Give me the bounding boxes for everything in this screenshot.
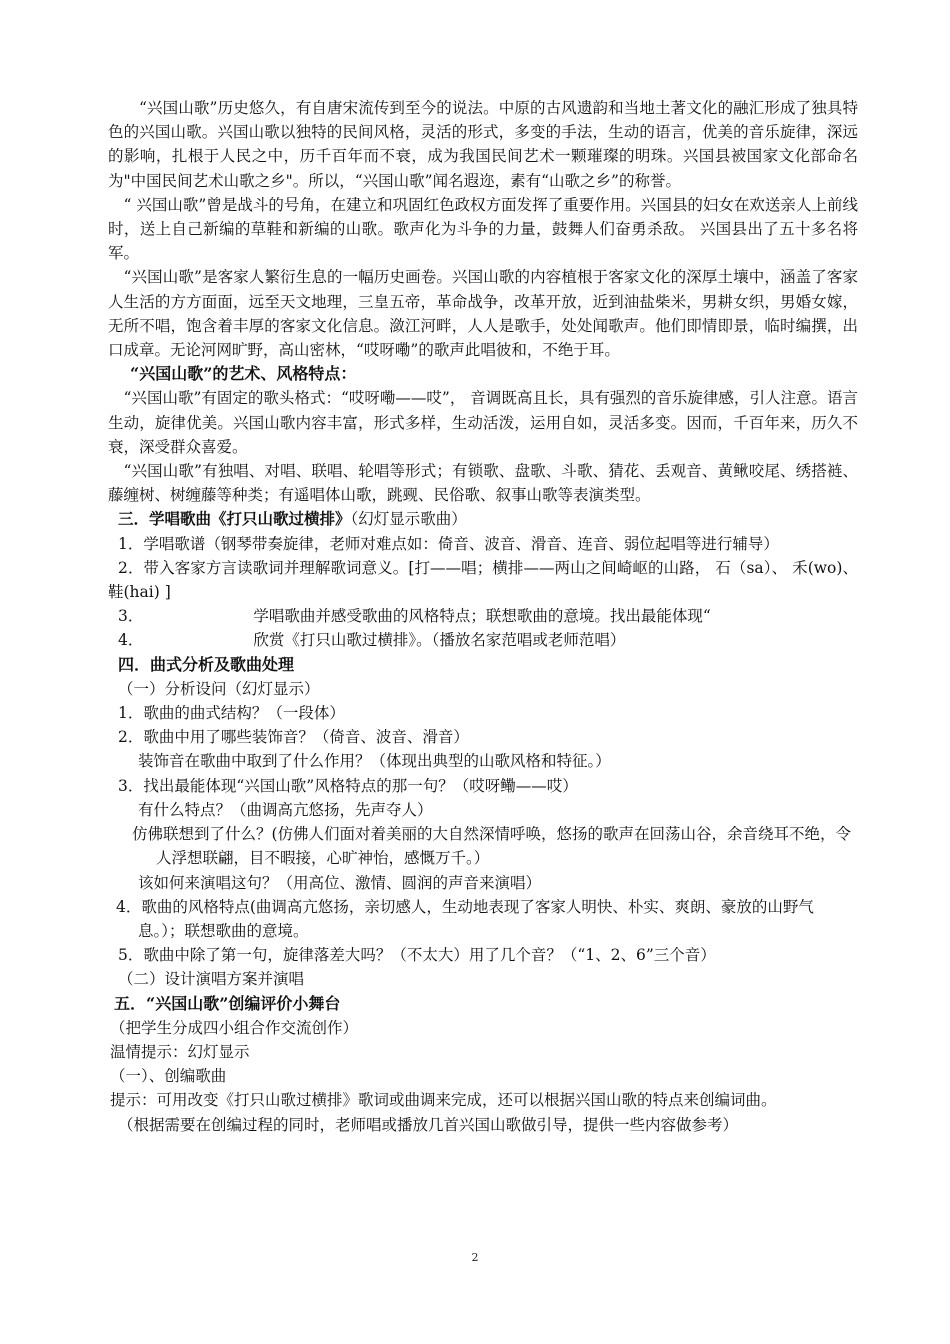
section3-heading bbox=[108, 507, 858, 531]
document-page bbox=[108, 96, 858, 1137]
section3-item-3-text: 学唱歌曲并感受歌曲的风格特点；联想歌曲的意境。找出最能体现“ bbox=[253, 607, 711, 626]
section3-item-4-text: 欣赏《打只山歌过横排》。（播放名家范唱或老师范唱） bbox=[253, 631, 626, 650]
section5-line-1: （把学生分成四小组合作交流创作） bbox=[110, 1018, 359, 1037]
section5-line-2: 温情提示：幻灯显示 bbox=[110, 1042, 250, 1061]
section4-question-2b: 装饰音在歌曲中取到了什么作用？（体现出典型的山歌风格和特征。） bbox=[138, 752, 611, 771]
section3-item-4-number: 4． bbox=[118, 631, 144, 650]
paragraph-forms: “兴国山歌”有独唱、对唱、联唱、轮唱等形式；有锁歌、盘歌、斗歌、猜花、丢观音、黄鳅咬尾、绣搭裢、藤缠树、树缠藤等种类；有遥唱体山歌，跳觋、民俗歌、叙事山歌等表演类型。 bbox=[108, 462, 858, 505]
section3-item-1: 1．学唱歌谱（钢琴带奏旋律，老师对难点如：倚音、波音、滑音、连音、弱位起唱等进行辅导） bbox=[118, 534, 779, 553]
section5-line-3: （一）、创编歌曲 bbox=[110, 1067, 227, 1086]
section3-item-2: 2．带入客家方言读歌词并理解歌词意义。[打——唱；横排——两山之间崎岖的山路， 石（sa）、 禾(wo)、 鞋(hai) ] bbox=[108, 558, 858, 602]
section3-heading-bold: 三．学唱歌曲《打只山歌过横排》 bbox=[118, 509, 351, 529]
paragraph-battle: “ 兴国山歌”曾是战斗的号角，在建立和巩固红色政权方面发挥了重要作用。兴国县的妇女在欢送亲人上前线时，送上自己新编的草鞋和新编的山歌。歌声化为斗争的力量，鼓舞人们奋勇杀敌。 兴国县出了五十多名将军。 bbox=[108, 195, 858, 263]
paragraph-history: “兴国山歌”历史悠久，有自唐宋流传到至今的说法。中原的古风遗韵和当地土著文化的融汇形成了独具特色的兴国山歌。兴国山歌以独特的民间风格，灵活的形式，多变的手法，生动的语言，优美的音乐旋律，深远的影响，扎根于人民之中，历千百年而不衰，成为我国民间艺术一颗璀璨的明珠。兴国县被国家文化部命名为"中国民间艺术山歌之乡"。所以，“兴国山歌”闻名遐迩，素有“山歌之乡”的称誉。 bbox=[108, 99, 858, 190]
section4-question-3: 3．找出最能体现“兴国山歌”风格特点的那一句？（哎呀鳓——哎） bbox=[118, 776, 578, 795]
section4-question-3d: 该如何来演唱这句？（用高位、激情、圆润的声音来演唱） bbox=[138, 873, 542, 892]
section5-line-4: 提示：可用改变《打只山歌过横排》歌词或曲调来完成，还可以根据兴国山歌的特点来创编词曲。 bbox=[110, 1091, 777, 1110]
heading-art-features: “兴国山歌”的艺术、风格特点： bbox=[130, 364, 357, 384]
section3-item-4 bbox=[108, 628, 858, 652]
section4-question-5: 5．歌曲中除了第一句，旋律落差大吗？（不太大）用了几个音？（“1、2、6”三个音） bbox=[118, 946, 716, 965]
section4-sub-1: （一）分析设问（幻灯显示） bbox=[118, 679, 320, 698]
section4-heading: 四．曲式分析及歌曲处理 bbox=[118, 654, 295, 674]
paragraph-hakka: “兴国山歌”是客家人繁衍生息的一幅历史画卷。兴国山歌的内容植根于客家文化的深厚土壤中，涵盖了客家人生活的方方面面，远至天文地理，三皇五帝，革命战争，改革开放，近到油盐柴米，男耕女织，男婚女嫁，无所不唱，饱含着丰厚的客家文化信息。潋江河畔，人人是歌手，处处闻歌声。他们即情即景，临时编撰，出口成章。无论河网旷野，高山密林，“哎呀嘞”的歌声此唱彼和，不绝于耳。 bbox=[108, 268, 858, 360]
paragraph-song-head: “兴国山歌”有固定的歌头格式：“哎呀嘞——哎”， 音调既高且长，具有强烈的音乐旋律感，引人注意。语言生动，旋律优美。兴国山歌内容丰富，形式多样，生动活泼，运用自如，灵活多变。因而，千百年来，历久不衰，深受群众喜爱。 bbox=[108, 389, 858, 456]
section3-item-3-number: 3． bbox=[118, 607, 144, 626]
section3-heading-rest: （幻灯显示歌曲） bbox=[350, 510, 467, 529]
section4-question-4: 4．歌曲的风格特点(曲调高亢悠扬，亲切感人，生动地表现了客家人明快、朴实、爽朗、豪放的山野气息。）；联想歌曲的意境。 bbox=[116, 897, 814, 940]
section4-sub-2: （二）设计演唱方案并演唱 bbox=[118, 970, 305, 989]
section5-heading: 五．“兴国山歌”创编评价小舞台 bbox=[114, 993, 341, 1013]
section4-question-1: 1．歌曲的曲式结构？（一段体） bbox=[118, 704, 345, 723]
section4-question-3b: 有什么特点？（曲调高亢悠扬，先声夺人） bbox=[138, 800, 433, 819]
section4-question-2: 2．歌曲中用了哪些装饰音？（倚音、波音、滑音） bbox=[118, 728, 469, 747]
section4-question-3c: 仿佛联想到了什么？(仿佛人们面对着美丽的大自然深情呼唤，悠扬的歌声在回荡山谷，余音绕耳不绝，令人浮想联翩，目不暇接，心旷神怡，感慨万千。） bbox=[132, 825, 852, 868]
page-number: 2 bbox=[471, 1251, 479, 1264]
section3-item-3 bbox=[108, 604, 858, 628]
section5-line-5: （根据需要在创编过程的同时，老师唱或播放几首兴国山歌做引导，提供一些内容做参考） bbox=[118, 1115, 739, 1134]
